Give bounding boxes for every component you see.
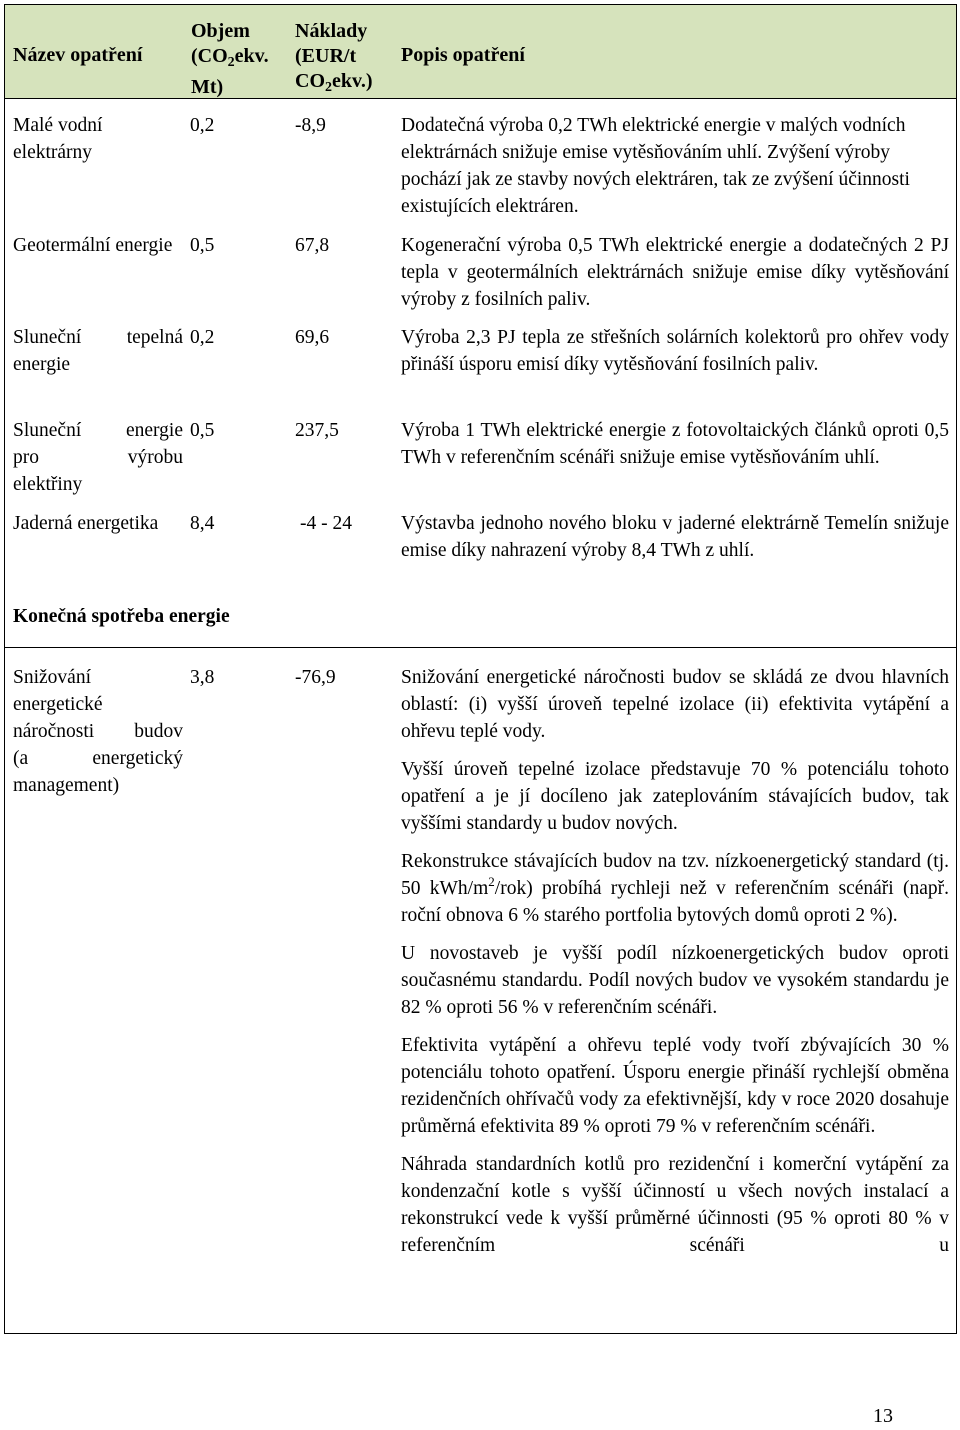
section-title: Konečná spotřeba energie	[13, 606, 230, 627]
row-description: Výroba 2,3 PJ tepla ze střešních solárních kolektorů pro ohřev vody přináší úsporu emisí díky vytěsňování fosilních paliv.	[401, 327, 949, 375]
row-cost: -4 - 24	[300, 513, 352, 534]
row-name: Jaderná energetika	[13, 513, 159, 534]
header-volume-line3: Mt)	[191, 76, 224, 98]
row-cost: 237,5	[295, 420, 339, 441]
row-name-cont: pro výrobu	[13, 447, 183, 468]
row-volume: 0,2	[190, 115, 215, 136]
row-name: Geotermální energie	[13, 235, 173, 256]
table-header	[5, 5, 956, 99]
row-volume: 3,8	[190, 667, 215, 688]
row-description: Kogenerační výroba 0,5 TWh elektrické energie a dodatečných 2 PJ tepla v geotermálních elektrárnách snižuje emise díky vytěsňování výroby z fosilních paliv.	[401, 235, 949, 310]
row-cost: -8,9	[295, 115, 326, 136]
row-description: Dodatečná výroba 0,2 TWh elektrické energie v malých vodních elektrárnách snižuje emise vytěsňováním uhlí. Zvýšení výroby pochází jak ze stavby nových elektráren, tak ze zvýšení účinnosti existujících elektráren.	[401, 115, 910, 217]
row-cost: -76,9	[295, 667, 336, 688]
row-volume: 8,4	[190, 513, 215, 534]
header-volume-line1: Objem	[191, 20, 250, 42]
description-paragraph: Vyšší úroveň tepelné izolace představuje 70 % potenciálu tohoto opatření a je jí docíleno jak zateplováním stávajících budov, tak vyššími standardy u budov nových.	[401, 759, 949, 834]
header-volume-line2: ($CO_2ekv$.	[191, 45, 269, 70]
row-name: Malé vodní elektrárny	[13, 115, 103, 163]
header-description: Popis opatření	[401, 44, 525, 66]
description-paragraph: Rekonstrukce stávajících budov na tzv. nízkoenergetický standard (tj. 50 kWh/$m^2/rok$) probíhá rychleji než v referenčním scénáři (např. roční obnova 6 % starého portfolia bytových domů oproti 2 %).	[401, 851, 949, 926]
row-name: Sluneční energie	[13, 420, 183, 441]
header-cost	[295, 19, 405, 100]
row-description	[401, 664, 949, 1270]
measures-table	[4, 4, 957, 1334]
header-cost-line1: Náklady	[295, 20, 368, 42]
row-description: Výroba 1 TWh elektrické energie z fotovoltaických článků oproti 0,5 TWh v referenčním scénáři snižuje emise vytěsňováním uhlí.	[401, 420, 949, 468]
description-paragraph: Efektivita vytápění a ohřevu teplé vody tvoří zbývajících 30 % potenciálu tohoto opatření. Úsporu energie přináší rychlejší obměna rezidenčních ohřívačů vody za efektivnější, kdy v roce 2020 dosahuje průměrná efektivita 89 % oproti 79 % v referenčním scénáři.	[401, 1035, 949, 1137]
row-name-line: náročnosti budov	[13, 721, 183, 742]
row-name-line: energetické	[13, 694, 103, 715]
section-divider	[5, 647, 956, 648]
description-paragraph: U novostaveb je vyšší podíl nízkoenergetických budov oproti současnému standardu. Podíl nových budov ve vysokém standardu je 82 % oproti 56 % v referenčním scénáři.	[401, 943, 949, 1018]
description-paragraph: Náhrada standardních kotlů pro rezidenční i komerční vytápění za kondenzační kotle s vyšší účinností u všech nových instalací a rekonstrukcí vede k vyšší průměrné účinnosti (95 % oproti 80 % v referenčním scénáři u	[401, 1154, 949, 1256]
row-cost: 67,8	[295, 235, 330, 256]
header-cost-line3: $CO_2ekv$.)	[295, 70, 373, 95]
row-name-line: (a energetický	[13, 748, 183, 769]
row-name	[13, 664, 183, 799]
row-cost: 69,6	[295, 327, 330, 348]
header-volume	[191, 19, 291, 100]
description-paragraph: Snižování energetické náročnosti budov se skládá ze dvou hlavních oblastí: (i) vyšší úroveň tepelné izolace (ii) efektivita vytápění a ohřevu teplé vody.	[401, 667, 949, 742]
row-description: Výstavba jednoho nového bloku v jaderné elektrárně Temelín snižuje emise díky nahrazení výroby 8,4 TWh z uhlí.	[401, 513, 949, 561]
row-name-cont: elektřiny	[13, 474, 83, 495]
row-name-line: Snižování	[13, 667, 91, 688]
header-cost-line2: (EUR/t	[295, 45, 357, 67]
page-number: 13	[873, 1405, 893, 1427]
header-name: Název opatření	[13, 44, 143, 66]
row-name: Sluneční tepelná	[13, 327, 183, 348]
row-volume: 0,5	[190, 235, 215, 256]
row-name-line: management)	[13, 775, 120, 796]
row-name-cont: energie	[13, 354, 71, 375]
row-volume: 0,5	[190, 420, 215, 441]
row-volume: 0,2	[190, 327, 215, 348]
